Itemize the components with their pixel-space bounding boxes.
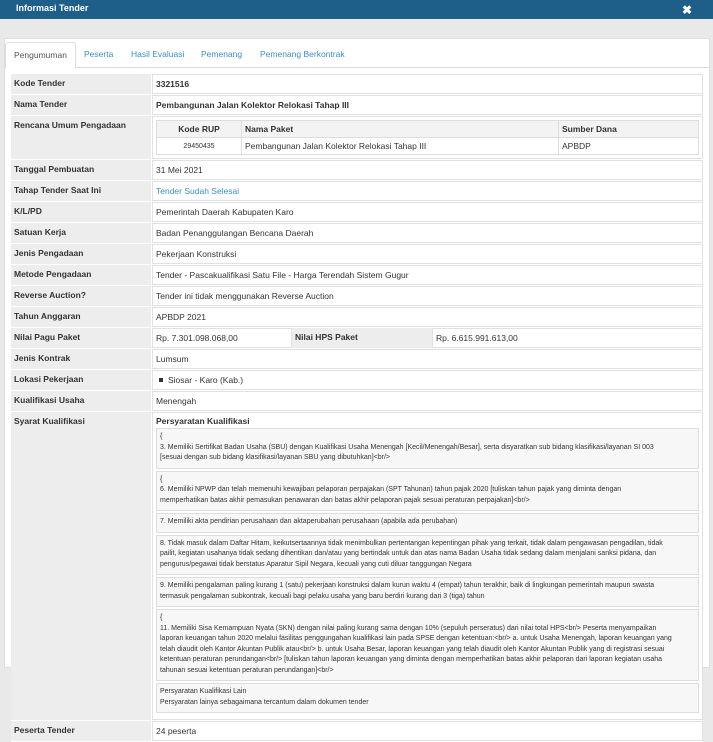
bullet-icon <box>159 378 163 382</box>
row-jenis-pengadaan <box>11 244 703 265</box>
row-lokasi <box>11 370 703 391</box>
label: Tanggal Pembuatan <box>11 160 152 180</box>
kualifikasi-usaha-value: Menengah <box>152 391 703 411</box>
syarat-line: 9. Memiliki pengalaman paling kurang 1 (satu) pekerjaan konstruksi dalam kurun waktu 4 (empat) tahun terakhir, baik di lingkungan pemerintah maupun swasta <box>160 582 655 589</box>
label: Rencana Umum Pengadaan <box>11 116 152 159</box>
label: Nilai Pagu Paket <box>11 328 152 348</box>
syarat-item <box>156 513 699 533</box>
modal-header <box>0 0 713 19</box>
jenis-kontrak-value: Lumsum <box>152 349 703 369</box>
tab-pemenang[interactable]: Pemenang <box>201 49 243 59</box>
label: Kualifikasi Usaha <box>11 391 152 411</box>
label: Syarat Kualifikasi <box>11 412 152 720</box>
syarat-cell <box>152 412 703 720</box>
rup-nama: Pembangunan Jalan Kolektor Relokasi Tahap III <box>242 138 559 155</box>
syarat-line: Persyaratan Kualifikasi Lain <box>160 688 247 695</box>
syarat-line: termasuk pengalaman subkontrak, kecuali bagi pelaku usaha yang baru berdiri kurang dari 3 (tiga) tahun <box>160 592 485 600</box>
syarat-line: pengurus/pegawai tidak berstatus Aparatur Sipil Negara, kecuali yang cuti diluar tanggungan Negara <box>160 560 472 568</box>
label: Jenis Kontrak <box>11 349 152 369</box>
nama-tender-value: Pembangunan Jalan Kolektor Relokasi Tahap III <box>152 95 703 115</box>
syarat-item <box>156 535 699 576</box>
rup-kode: 29450435 <box>157 138 242 155</box>
rup-sumber: APBDP <box>559 138 699 155</box>
syarat-item <box>156 428 699 469</box>
tahap-cell <box>152 181 703 201</box>
label: Peserta Tender <box>11 721 152 741</box>
lokasi-cell <box>152 370 703 390</box>
tahun-value: APBDP 2021 <box>152 307 703 327</box>
syarat-line: Persyaratan lainya sebagaimana tercantum dalam dokumen tender <box>160 698 369 706</box>
syarat-line: ketentuan peraturan perundangan<br/> [tuliskan tahun laporan keuangan yang diminta dengan memperhatikan batas akhir pelaporan dari laporan kegiatan usaha <box>160 656 663 663</box>
rup-header: Kode RUP <box>157 121 242 138</box>
label: Satuan Kerja <box>11 223 152 243</box>
row-kualifikasi-usaha <box>11 391 703 412</box>
row-pagu <box>11 328 703 349</box>
syarat-line: 3. Memiliki Sertifikat Badan Usaha (SBU) dengan Kualifikasi Usaha Menengah [Kecil/Menengah/Besar], serta disyaratkan sub bidang klasifikasi/layanan SI 003 <box>160 443 654 451</box>
syarat-line: { <box>160 475 163 483</box>
label: Lokasi Pekerjaan <box>11 370 152 390</box>
label: K/L/PD <box>11 202 152 222</box>
row-rup <box>11 116 703 160</box>
row-tahun <box>11 307 703 328</box>
rup-header: Nama Paket <box>242 121 559 138</box>
label: Kode Tender <box>11 74 152 94</box>
syarat-line: telah diaudit oleh Kantor Akuntan Publik atau<br/> b. untuk Usaha Besar, laporan keuangan yang telah diaudit oleh Kantor Akuntan Publik yang di registrasi sesuai <box>160 645 665 653</box>
syarat-line: 11. Memiliki Sisa Kemampuan Nyata (SKN) dengan nilai paling kurang sama dengan 10% (sepuluh perseratus) dari nilai total HPS<br/> Peserta menyampaikan <box>160 624 657 632</box>
row-satuan-kerja <box>11 223 703 244</box>
row-kode-tender <box>11 74 703 95</box>
tab-pengumuman[interactable]: Pengumuman <box>5 42 76 69</box>
row-reverse <box>11 286 703 307</box>
row-nama-tender <box>11 95 703 116</box>
label: Tahun Anggaran <box>11 307 152 327</box>
syarat-line: 8. Tidak masuk dalam Daftar Hitam, keikutsertaannya tidak menimbulkan pertentangan kepentingan pihak yang terkait, tidak dalam pengawasan pengadilan, tidak <box>160 539 663 547</box>
tanggal-value: 31 Mei 2021 <box>152 160 703 180</box>
syarat-line: pailit, kegiatan usahanya tidak sedang dihentikan dan/atau yang bertindak untuk dan atas nama Badan Usaha tidak sedang dalam menjalani sanksi pidana, dan <box>160 550 657 557</box>
pagu-value: Rp. 7.301.098.068,00 <box>152 328 292 348</box>
syarat-item <box>156 577 699 607</box>
syarat-line: memperhatikan batas akhir pemasukan penawaran dan batas akhir pelaporan pajak sesuai peraturan perpajakan]<br/> <box>160 496 530 504</box>
hps-value: Rp. 6.615.991.613,00 <box>432 328 703 348</box>
tab-pemenang-berkontrak[interactable]: Pemenang Berkontrak <box>260 49 345 59</box>
syarat-line: { <box>160 433 163 440</box>
tender-info-table <box>11 74 703 742</box>
row-jenis-kontrak <box>11 349 703 370</box>
label: Nama Tender <box>11 95 152 115</box>
syarat-title: Persyaratan Kualifikasi <box>156 416 250 426</box>
metode-value: Tender - Pascakualifikasi Satu File - Harga Terendah Sistem Gugur <box>152 265 703 285</box>
label: Jenis Pengadaan <box>11 244 152 264</box>
kode-tender-value: 3321516 <box>152 74 703 94</box>
label: Metode Pengadaan <box>11 265 152 285</box>
syarat-line: { <box>160 614 163 621</box>
row-peserta <box>11 721 703 742</box>
pagu-split <box>152 328 703 348</box>
content-panel <box>4 38 710 736</box>
lokasi-value: Siosar - Karo (Kab.) <box>168 375 244 385</box>
syarat-line: 7. Memiliki akta pendirian perusahaan dan aktaperubahan perusahaan (apabila ada perubahan) <box>160 518 458 525</box>
row-syarat <box>11 412 703 721</box>
syarat-list <box>156 428 699 713</box>
syarat-item <box>156 683 699 713</box>
syarat-item <box>156 609 699 681</box>
tab-hasil-evaluasi[interactable]: Hasil Evaluasi <box>131 49 185 59</box>
row-tanggal <box>11 160 703 181</box>
klpd-value: Pemerintah Daerah Kabupaten Karo <box>152 202 703 222</box>
syarat-item <box>156 471 699 512</box>
rup-header: Sumber Dana <box>559 121 699 138</box>
syarat-line: [sesuai dengan sub bidang klasifikasi/layanan SBU yang dibutuhkan]<br/> <box>160 454 390 461</box>
label: Reverse Auction? <box>11 286 152 306</box>
hps-label: Nilai HPS Paket <box>292 328 432 348</box>
jenis-pengadaan-value: Pekerjaan Konstruksi <box>152 244 703 264</box>
satuan-kerja-value: Badan Penanggulangan Bencana Daerah <box>152 223 703 243</box>
modal-title: Informasi Tender <box>16 3 89 13</box>
rup-cell <box>152 116 703 159</box>
label: Tahap Tender Saat Ini <box>11 181 152 201</box>
peserta-value: 24 peserta <box>152 721 703 741</box>
row-tahap <box>11 181 703 202</box>
reverse-value: Tender ini tidak menggunakan Reverse Auction <box>152 286 703 306</box>
syarat-line: laporan keuangan tahun 2020 melalui fasilitas penggungahan kualifikasi lain pada SPSE dengan ketentuan:<br/> a. untuk Usaha Menengah, laporan keuangan yang <box>160 635 672 642</box>
tab-bar <box>5 39 709 68</box>
syarat-line: 6. Memiliki NPWP dan telah memenuhi kewajiban pelaporan perpajakan (SPT Tahunan) tahun pajak 2020 [tuliskan tahun pajak yang diminta dengan <box>160 486 622 493</box>
row-klpd <box>11 202 703 223</box>
rup-table <box>156 120 699 155</box>
tab-peserta[interactable]: Peserta <box>84 49 114 59</box>
tahap-link[interactable]: Tender Sudah Selesai <box>156 186 240 196</box>
syarat-line: tahunan sesuai ketentuan peraturan perundangan]<br/> <box>160 666 334 674</box>
close-icon[interactable]: ✖ <box>681 3 692 17</box>
row-metode <box>11 265 703 286</box>
